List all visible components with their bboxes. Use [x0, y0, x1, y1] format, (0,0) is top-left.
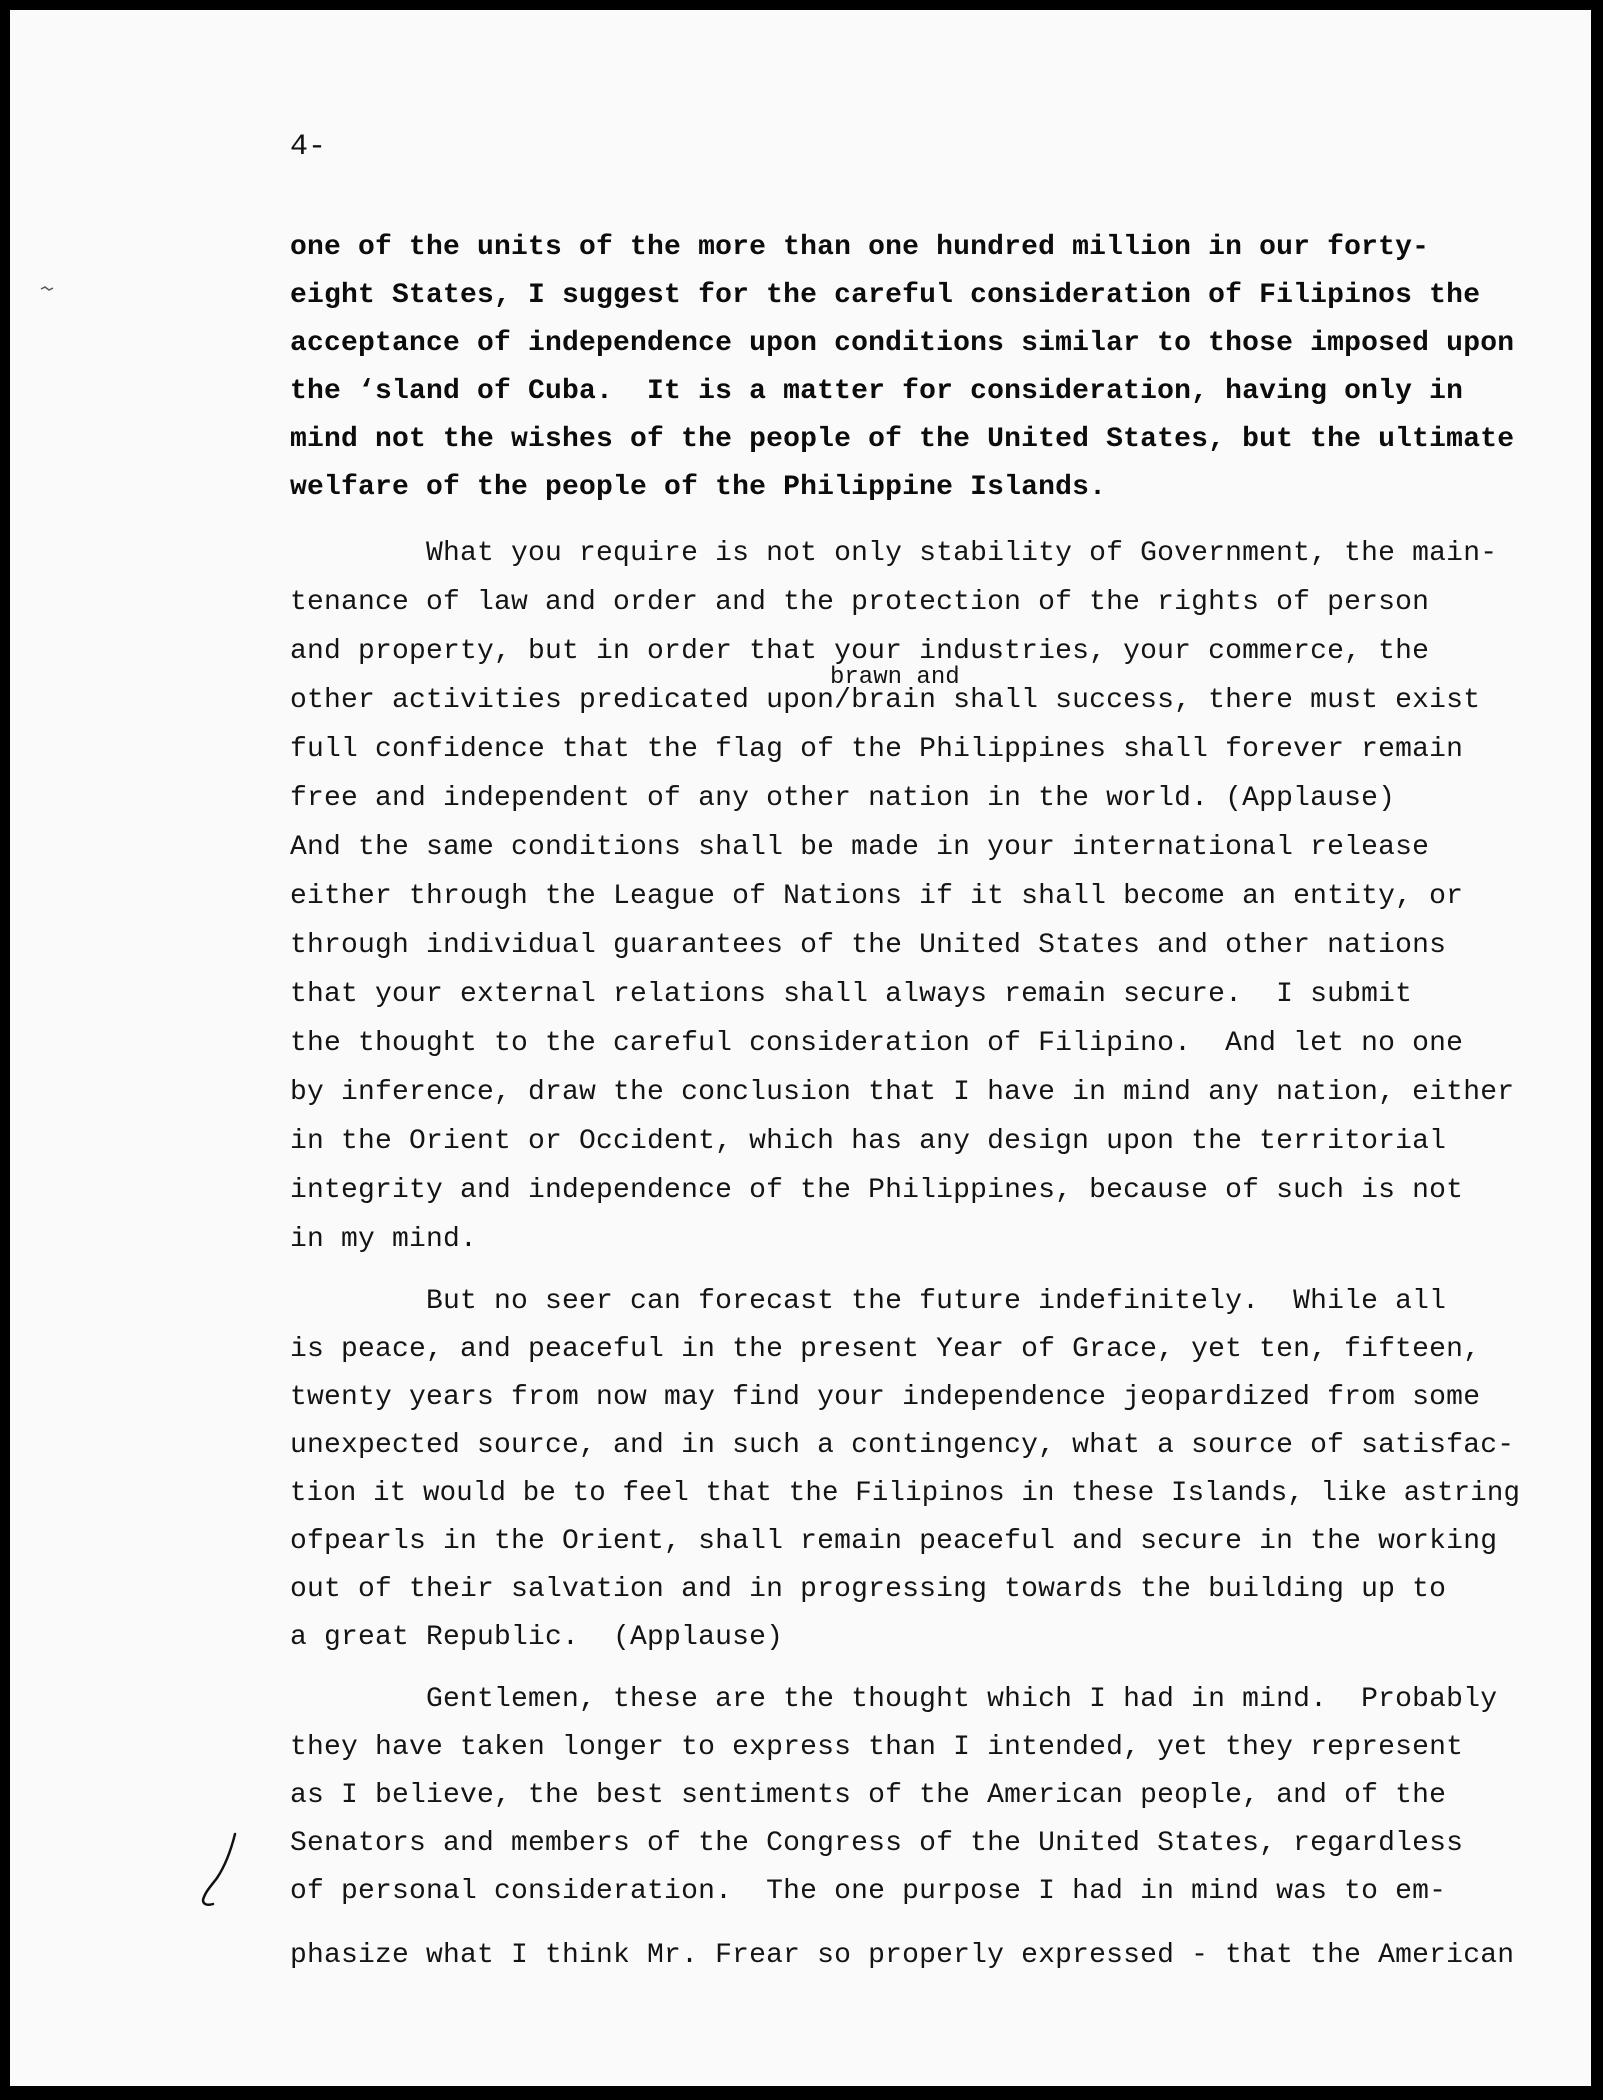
text-line: a great Republic. (Applause) [290, 1622, 784, 1653]
text-line: by inference, draw the conclusion that I have in mind any nation, either [290, 1077, 1515, 1108]
text-line: that your external relations shall always remain secure. I submit [290, 979, 1413, 1010]
text-line: through individual guarantees of the United States and other nations [290, 930, 1447, 961]
text-line: tion it would be to feel that the Filipinos in these Islands, like astring [290, 1478, 1521, 1509]
text-line: in my mind. [290, 1224, 478, 1255]
text-line: is peace, and peaceful in the present Year of Grace, yet ten, fifteen, [290, 1334, 1481, 1365]
interlinear-insertion: brawn and [830, 664, 960, 691]
text-line: eight States, I suggest for the careful consideration of Filipinos the [290, 280, 1481, 311]
text-line: the ‘sland of Cuba. It is a matter for consideration, having only in [290, 376, 1464, 407]
text-line: mind not the wishes of the people of the United States, but the ultimate [290, 424, 1515, 455]
text-line: either through the League of Nations if it shall become an entity, or [290, 881, 1464, 912]
text-line: twenty years from now may find your independence jeopardized from some [290, 1382, 1481, 1413]
text-line: unexpected source, and in such a contingency, what a source of satisfac- [290, 1430, 1515, 1461]
text-line: one of the units of the more than one hundred million in our forty- [290, 232, 1430, 263]
text-line: phasize what I think Mr. Frear so properly expressed - that the American [290, 1940, 1515, 1971]
text-line: and property, but in order that your industries, your commerce, the [290, 636, 1430, 667]
text-line: full confidence that the flag of the Philippines shall forever remain [290, 734, 1464, 765]
text-line: in the Orient or Occident, which has any design upon the territorial [290, 1126, 1447, 1157]
text-line: out of their salvation and in progressing towards the building up to [290, 1574, 1447, 1605]
page-number: 4- [290, 130, 327, 164]
text-line: other activities predicated upon/brain shall success, there must exist [290, 685, 1481, 716]
margin-check-mark [195, 1830, 255, 1910]
text-line: welfare of the people of the Philippine Islands. [290, 472, 1107, 503]
text-line: tenance of law and order and the protection of the rights of person [290, 587, 1430, 618]
text-line: they have taken longer to express than I intended, yet they represent [290, 1732, 1464, 1763]
paper-speck [40, 285, 54, 293]
text-line: the thought to the careful consideration of Filipino. And let no one [290, 1028, 1464, 1059]
text-line: But no seer can forecast the future indefinitely. While all [290, 1286, 1447, 1317]
text-line: integrity and independence of the Philippines, because of such is not [290, 1175, 1464, 1206]
text-line: Senators and members of the Congress of the United States, regardless [290, 1828, 1464, 1859]
text-line: as I believe, the best sentiments of the American people, and of the [290, 1780, 1447, 1811]
text-line: And the same conditions shall be made in your international release [290, 832, 1430, 863]
text-line: What you require is not only stability of Government, the main- [290, 538, 1498, 569]
document-page [10, 10, 1591, 2086]
text-line: Gentlemen, these are the thought which I had in mind. Probably [290, 1684, 1498, 1715]
text-line: free and independent of any other nation in the world. (Applause) [290, 783, 1396, 814]
text-line: ofpearls in the Orient, shall remain peaceful and secure in the working [290, 1526, 1498, 1557]
text-line: of personal consideration. The one purpose I had in mind was to em- [290, 1876, 1447, 1907]
text-line: acceptance of independence upon conditions similar to those imposed upon [290, 328, 1515, 359]
